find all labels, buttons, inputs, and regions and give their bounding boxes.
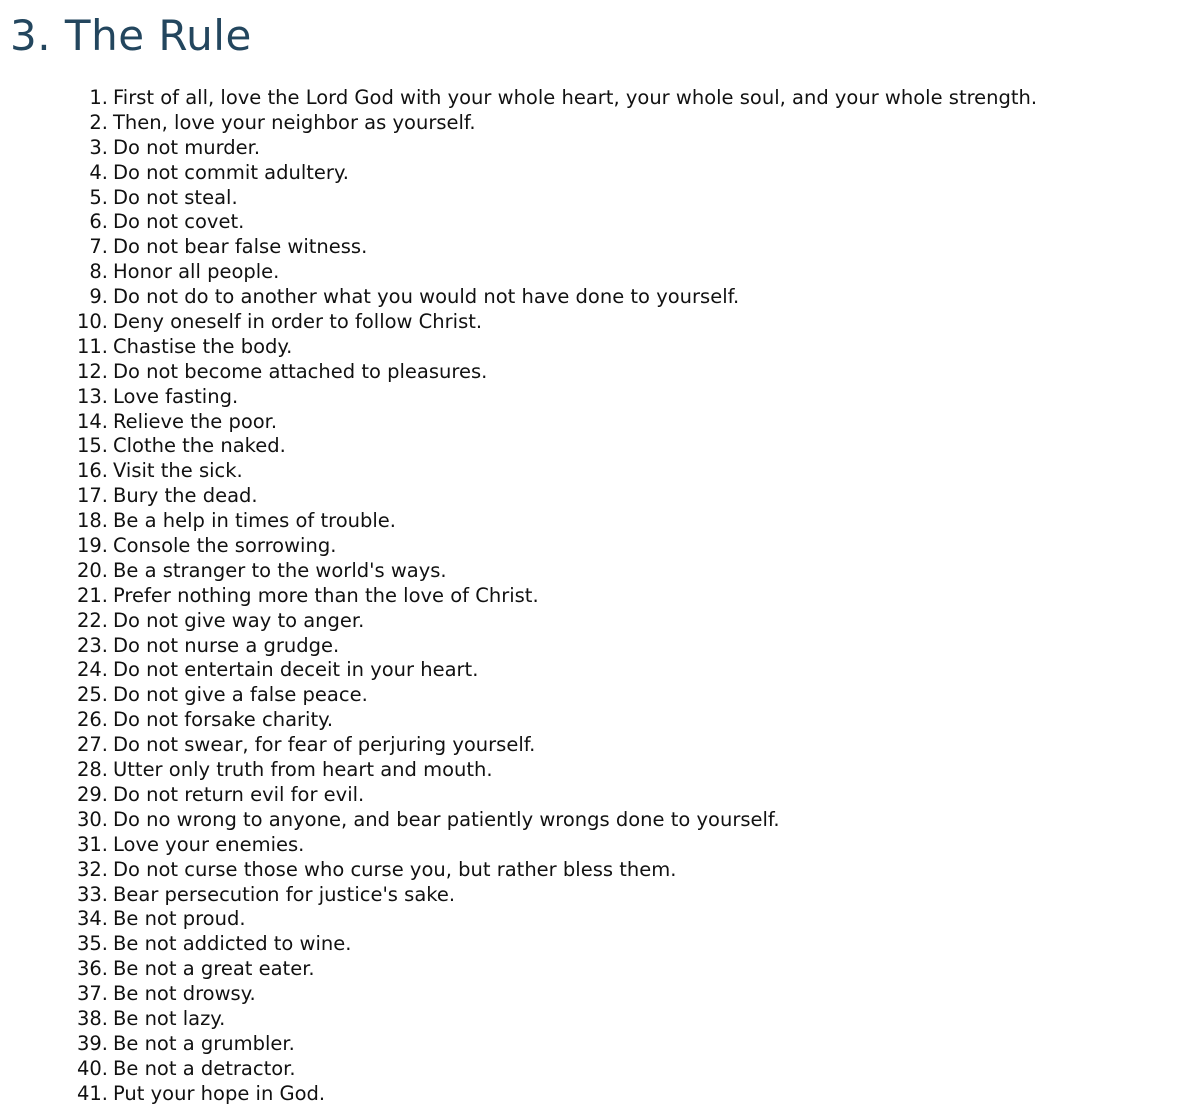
list-item-text: Bury the dead. <box>113 484 258 508</box>
list-item <box>0 111 1200 136</box>
list-item-text: Prefer nothing more than the love of Christ. <box>113 583 539 607</box>
list-item-number: 7. <box>89 235 108 259</box>
list-item-number: 15. <box>76 434 108 458</box>
list-item-text: Love fasting. <box>113 384 239 408</box>
list-item-text: Do not curse those who curse you, but rather bless them. <box>113 857 677 881</box>
list-item <box>0 733 1200 758</box>
list-item <box>0 858 1200 883</box>
list-item-text: Do not return evil for evil. <box>113 782 365 806</box>
list-item <box>0 86 1200 111</box>
list-item-number: 3. <box>89 135 108 159</box>
list-item-number: 14. <box>76 409 108 433</box>
list-item <box>0 833 1200 858</box>
list-item-number: 36. <box>76 957 108 981</box>
list-item <box>0 385 1200 410</box>
list-item-number: 40. <box>76 1056 108 1080</box>
list-item <box>0 360 1200 385</box>
list-item-text: Visit the sick. <box>113 459 243 483</box>
list-item <box>0 310 1200 335</box>
list-item-text: Do not do to another what you would not have done to yourself. <box>113 285 740 309</box>
list-item-text: Do not forsake charity. <box>113 708 334 732</box>
list-item <box>0 235 1200 260</box>
list-item-text: Do not give way to anger. <box>113 608 365 632</box>
list-item <box>0 459 1200 484</box>
list-item <box>0 658 1200 683</box>
list-item-text: Put your hope in God. <box>113 1081 326 1105</box>
list-item-text: Do not murder. <box>113 135 261 159</box>
list-item <box>0 982 1200 1007</box>
list-item-number: 21. <box>76 583 108 607</box>
list-item-number: 13. <box>76 384 108 408</box>
list-item-text: Do not become attached to pleasures. <box>113 359 488 383</box>
list-item-text: Relieve the poor. <box>113 409 278 433</box>
list-item-text: Clothe the naked. <box>113 434 286 458</box>
list-item-text: Be not a great eater. <box>113 957 315 981</box>
list-item-text: Deny oneself in order to follow Christ. <box>113 310 483 334</box>
list-item-number: 18. <box>76 509 108 533</box>
list-item-text: Honor all people. <box>113 260 280 284</box>
list-item <box>0 335 1200 360</box>
list-item-text: First of all, love the Lord God with your whole heart, your whole soul, and your whole strength. <box>113 86 1038 109</box>
list-item <box>0 484 1200 509</box>
list-item-text: Be not a grumbler. <box>113 1031 295 1055</box>
list-item-number: 30. <box>76 807 108 831</box>
list-item-number: 27. <box>76 733 108 757</box>
list-item-text: Do not give a false peace. <box>113 683 368 707</box>
list-item-text: Do not covet. <box>113 210 245 234</box>
page-title: 3. The Rule <box>10 11 252 60</box>
list-item <box>0 1032 1200 1057</box>
list-item-number: 25. <box>76 683 108 707</box>
list-item <box>0 957 1200 982</box>
list-item <box>0 434 1200 459</box>
rule-list <box>0 86 1200 1107</box>
list-item <box>0 758 1200 783</box>
list-item-number: 16. <box>76 459 108 483</box>
list-item <box>0 584 1200 609</box>
list-item <box>0 1057 1200 1082</box>
list-item-number: 17. <box>76 484 108 508</box>
list-item-number: 41. <box>76 1081 108 1105</box>
list-item <box>0 186 1200 211</box>
list-item <box>0 932 1200 957</box>
list-item-text: Do not steal. <box>113 185 238 209</box>
list-item-number: 34. <box>76 907 108 931</box>
list-item-text: Be a help in times of trouble. <box>113 509 396 533</box>
list-item-number: 26. <box>76 708 108 732</box>
list-item <box>0 634 1200 659</box>
list-item-number: 4. <box>89 160 108 184</box>
list-item-text: Be not a detractor. <box>113 1056 296 1080</box>
list-item-number: 9. <box>89 285 108 309</box>
list-item-number: 6. <box>89 210 108 234</box>
list-item <box>0 285 1200 310</box>
list-item-number: 24. <box>76 658 108 682</box>
list-item <box>0 1082 1200 1107</box>
list-item-number: 28. <box>76 758 108 782</box>
list-item-number: 19. <box>76 534 108 558</box>
list-item-text: Utter only truth from heart and mouth. <box>113 758 493 782</box>
list-item-number: 23. <box>76 633 108 657</box>
list-item <box>0 559 1200 584</box>
list-item-text: Do not swear, for fear of perjuring yourself. <box>113 733 536 757</box>
list-item <box>0 210 1200 235</box>
list-item-number: 35. <box>76 932 108 956</box>
list-item-text: Do no wrong to anyone, and bear patiently wrongs done to yourself. <box>113 807 780 831</box>
list-item <box>0 907 1200 932</box>
list-item-text: Love your enemies. <box>113 832 305 856</box>
list-item <box>0 260 1200 285</box>
list-item-text: Be not proud. <box>113 907 246 931</box>
list-item-number: 32. <box>76 857 108 881</box>
list-item-number: 10. <box>76 310 108 334</box>
list-item-text: Do not nurse a grudge. <box>113 633 340 657</box>
list-item-number: 37. <box>76 982 108 1006</box>
list-item-text: Do not entertain deceit in your heart. <box>113 658 479 682</box>
list-item-text: Chastise the body. <box>113 334 293 358</box>
list-item <box>0 509 1200 534</box>
list-item-number: 33. <box>76 882 108 906</box>
list-item <box>0 136 1200 161</box>
list-item-text: Do not commit adultery. <box>113 160 349 184</box>
list-item-text: Do not bear false witness. <box>113 235 368 259</box>
list-item-text: Be not drowsy. <box>113 982 256 1006</box>
list-item-number: 38. <box>76 1006 108 1030</box>
list-item-text: Bear persecution for justice's sake. <box>113 882 456 906</box>
list-item-number: 11. <box>76 334 108 358</box>
list-item-text: Then, love your neighbor as yourself. <box>113 110 476 134</box>
list-item <box>0 410 1200 435</box>
list-item <box>0 1007 1200 1032</box>
list-item-text: Console the sorrowing. <box>113 534 337 558</box>
list-item-number: 1. <box>89 86 108 109</box>
list-item-number: 2. <box>89 110 108 134</box>
list-item-number: 5. <box>89 185 108 209</box>
list-item-text: Be not lazy. <box>113 1006 226 1030</box>
list-item-text: Be not addicted to wine. <box>113 932 352 956</box>
list-item-number: 31. <box>76 832 108 856</box>
list-item <box>0 609 1200 634</box>
list-item <box>0 683 1200 708</box>
list-item <box>0 708 1200 733</box>
list-item-text: Be a stranger to the world's ways. <box>113 558 447 582</box>
list-item <box>0 808 1200 833</box>
list-item <box>0 161 1200 186</box>
list-item-number: 20. <box>76 558 108 582</box>
list-item <box>0 883 1200 908</box>
list-item-number: 12. <box>76 359 108 383</box>
list-item <box>0 534 1200 559</box>
list-item-number: 29. <box>76 782 108 806</box>
list-item-number: 8. <box>89 260 108 284</box>
list-item-number: 22. <box>76 608 108 632</box>
list-item <box>0 783 1200 808</box>
list-item-number: 39. <box>76 1031 108 1055</box>
